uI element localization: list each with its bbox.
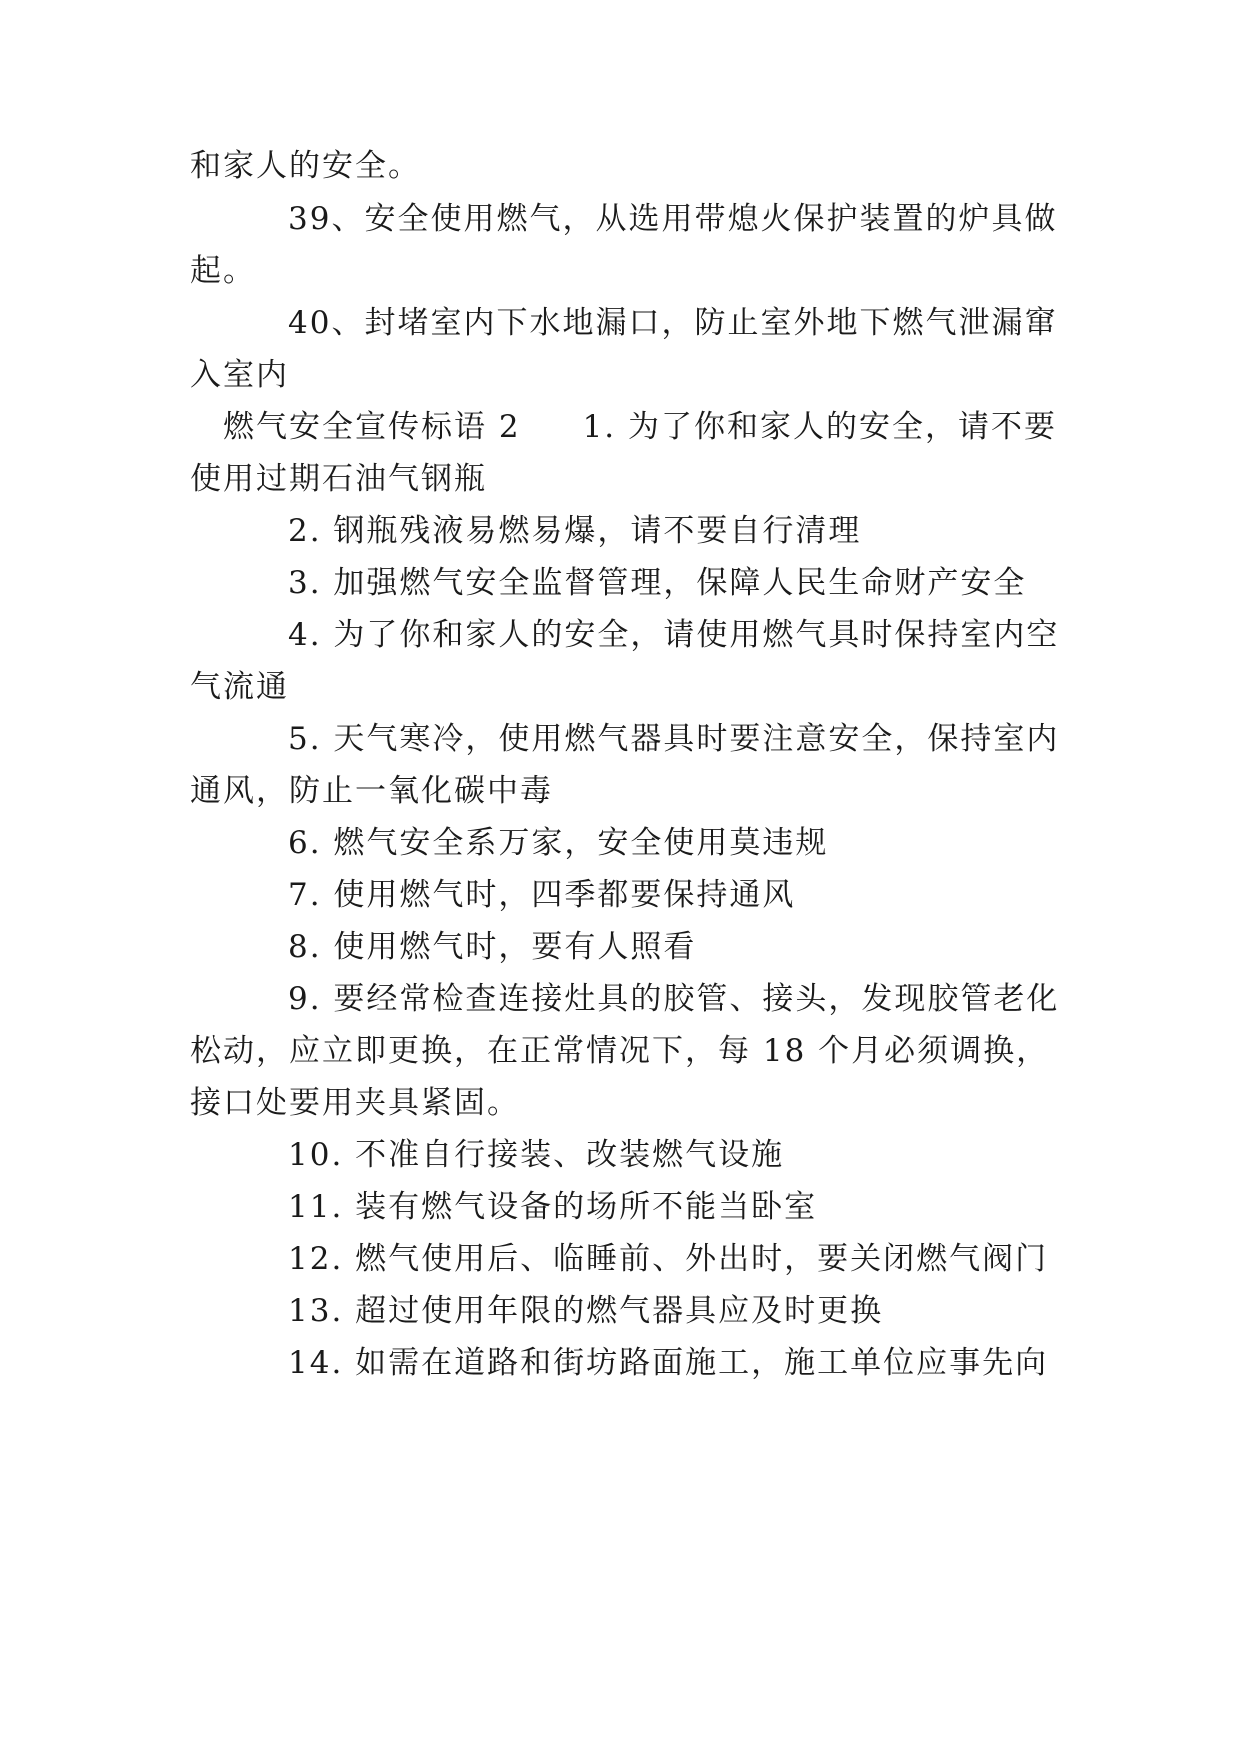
slogan-2: 2. 钢瓶残液易燃易爆，请不要自行清理 [288, 513, 862, 549]
section-heading: 燃气安全宣传标语 2 [223, 409, 521, 445]
slogan-12: 12. 燃气使用后、临睡前、外出时，要关闭燃气阀门 [288, 1241, 1049, 1277]
slogan-8: 8. 使用燃气时，要有人照看 [288, 929, 697, 965]
slogan-6: 6. 燃气安全系万家，安全使用莫违规 [288, 825, 829, 861]
text-line: 和家人的安全。 [190, 148, 421, 184]
slogan-1: 1. 为了你和家人的安全，请不要 [582, 409, 1058, 445]
text-line: 接口处要用夹具紧固。 [190, 1085, 520, 1121]
slogan-3: 3. 加强燃气安全监督管理，保障人民生命财产安全 [288, 565, 1027, 601]
slogan-7: 7. 使用燃气时，四季都要保持通风 [288, 877, 796, 913]
text-line: 起。 [190, 253, 256, 289]
slogan-9: 9. 要经常检查连接灶具的胶管、接头，发现胶管老化 [288, 981, 1060, 1017]
text-line: 松动，应立即更换，在正常情况下，每 18 个月必须调换， [190, 1033, 1050, 1069]
slogan-11: 11. 装有燃气设备的场所不能当卧室 [288, 1189, 818, 1225]
slogan-4: 4. 为了你和家人的安全，请使用燃气具时保持室内空 [288, 617, 1060, 653]
section-heading-line [223, 407, 1057, 447]
text-line: 使用过期石油气钢瓶 [190, 461, 487, 497]
slogan-13: 13. 超过使用年限的燃气器具应及时更换 [288, 1293, 884, 1329]
text-line: 入室内 [190, 357, 289, 393]
text-line: 气流通 [190, 669, 289, 705]
slogan-14: 14. 如需在道路和街坊路面施工，施工单位应事先向 [288, 1345, 1049, 1381]
slogan-39: 39、安全使用燃气，从选用带熄火保护装置的炉具做 [288, 201, 1058, 237]
slogan-40: 40、封堵室内下水地漏口，防止室外地下燃气泄漏窜 [288, 305, 1058, 341]
slogan-5: 5. 天气寒冷，使用燃气器具时要注意安全，保持室内 [288, 721, 1060, 757]
text-line: 通风，防止一氧化碳中毒 [190, 773, 553, 809]
slogan-10: 10. 不准自行接装、改装燃气设施 [288, 1137, 785, 1173]
